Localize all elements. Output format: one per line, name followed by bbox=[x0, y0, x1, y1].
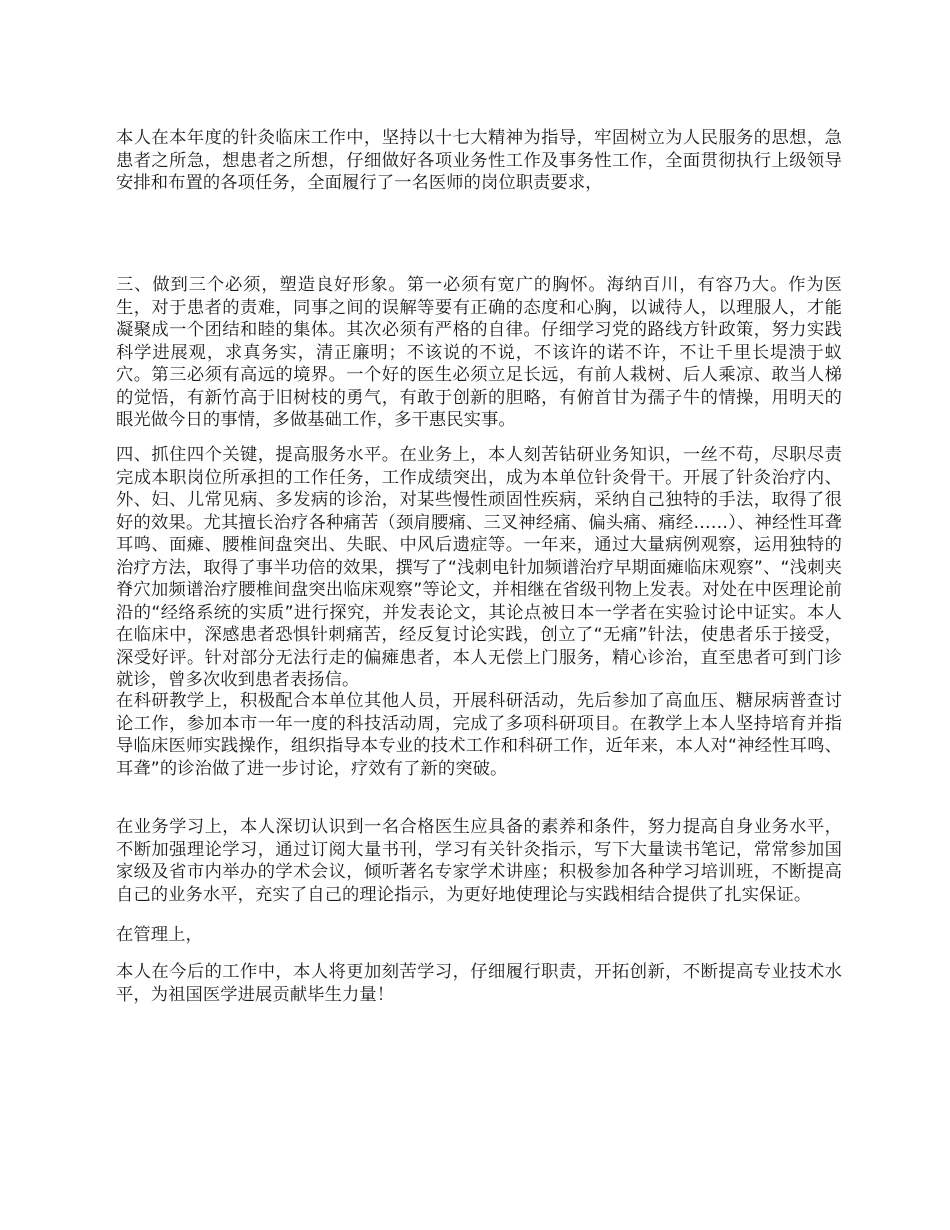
paragraph-section-four: 四、抓住四个关键，提高服务水平。在业务上，本人刻苦钻研业务知识，一丝不苟，尽职尽责完成本职岗位所承担的工作任务，工作成绩突出，成为本单位针灸骨干。开展了针灸治疗内、外、妇、儿常见病、多发病的诊治，对某些慢性顽固性疾病，采纳自己独特的手法，取得了很好的效果。尤其擅长治疗各种痛苦（颈肩腰痛、三叉神经痛、偏头痛、痛经……）、神经性耳聋耳鸣、面瘫、腰椎间盘突出、失眠、中风后遗症等。一年来，通过大量病例观察，运用独特的治疗方法，取得了事半功倍的效果，撰写了“浅刺电针加频谱治疗早期面瘫临床观察”、“浅刺夹脊穴加频谱治疗腰椎间盘突出临床观察”等论文，并相继在省级刊物上发表。对处在中医理论前沿的“经络系统的实质”进行探究，并发表论文，其论点被日本一学者在实验讨论中证实。本人在临床中，深感患者恐惧针刺痛苦，经反复讨论实践，创立了“无痛”针法，使患者乐于接受，深受好评。针对部分无法行走的偏瘫患者，本人无偿上门服务，精心诊治，直至患者可到门诊就诊，曾多次收到患者表扬信。 bbox=[116, 445, 842, 690]
paragraph-conclusion: 本人在今后的工作中，本人将更加刻苦学习，仔细履行职责，开拓创新，不断提高专业技术水平，为祖国医学进展贡献毕生力量！ bbox=[116, 962, 842, 1005]
paragraph-intro: 本人在本年度的针灸临床工作中，坚持以十七大精神为指导，牢固树立为人民服务的思想，急患者之所急，想患者之所想，仔细做好各项业务性工作及事务性工作，全面贯彻执行上级领导安排和布置的各项任务，全面履行了一名医师的岗位职责要求， bbox=[116, 128, 842, 193]
paragraph-management: 在管理上， bbox=[116, 925, 203, 945]
paragraph-research-teaching: 在科研教学上，积极配合本单位其他人员，开展科研活动，先后参加了高血压、糖尿病普查讨论工作，参加本市一年一度的科技活动周，完成了多项科研项目。在教学上本人坚持培育并指导临床医师实践操作，组织指导本专业的技术工作和科研工作，近年来，本人对“神经性耳鸣、耳聋”的诊治做了进一步讨论，疗效有了新的突破。 bbox=[116, 691, 842, 779]
paragraph-section-three: 三、做到三个必须，塑造良好形象。第一必须有宽广的胸怀。海纳百川，有容乃大。作为医生，对于患者的责难，同事之间的误解等要有正确的态度和心胸，以诚待人，以理服人，才能凝聚成一个团结和睦的集体。其次必须有严格的自律。仔细学习党的路线方针政策，努力实践科学进展观，求真务实，清正廉明；不该说的不说，不该许的诺不许，不让千里长堤溃于蚁穴。第三必须有高远的境界。一个好的医生必须立足长远，有前人栽树、后人乘凉、敢当人梯的觉悟，有新竹高于旧树枝的勇气，有敢于创新的胆略，有俯首甘为孺子牛的情操，用明天的眼光做今日的事情，多做基础工作，多干惠民实事。 bbox=[116, 275, 842, 430]
paragraph-professional-study: 在业务学习上，本人深切认识到一名合格医生应具备的素养和条件，努力提高自身业务水平，不断加强理论学习，通过订阅大量书刊，学习有关针灸指示，写下大量读书笔记，常常参加国家级及省市内举办的学术会议，倾听著名专家学术讲座；积极参加各种学习培训班，不断提高自己的业务水平，充实了自己的理论指示，为更好地使理论与实践相结合提供了扎实保证。 bbox=[116, 817, 842, 905]
